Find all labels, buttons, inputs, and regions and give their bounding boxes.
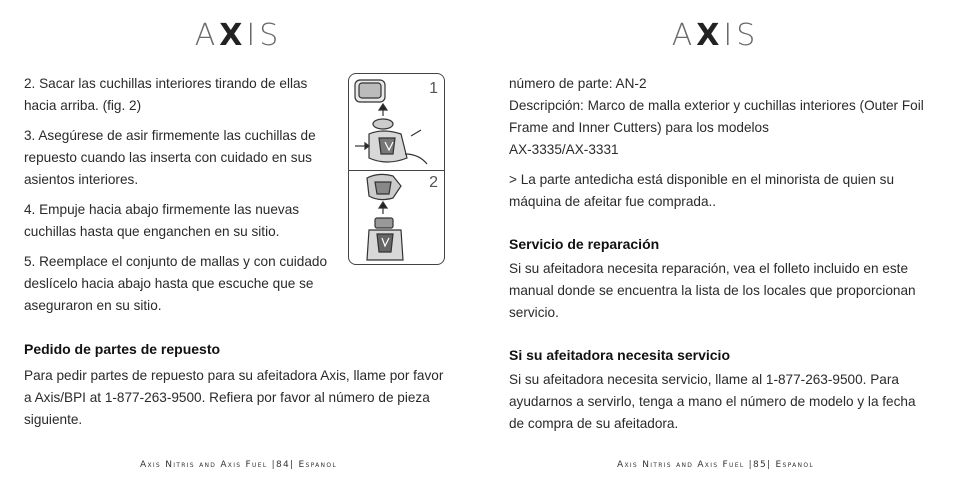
- repair-text: Si su afeitadora necesita reparación, vea el folleto incluido en este manual donde se encuentra la lista de los locales que proporcionan servicio.: [509, 261, 916, 320]
- step-5: 5. Reemplace el conjunto de mallas y con cuidado deslícelo hacia abajo hasta que escuche que se aseguraron en su sitio.: [24, 254, 328, 313]
- axis-logo: AXIS: [671, 18, 760, 53]
- shaver-illustration-icon: [349, 74, 444, 264]
- page-footer: Axis Nitris and Axis Fuel |84| Espanol: [140, 460, 337, 470]
- replacement-parts-section: [24, 339, 444, 439]
- step-4: 4. Empuje hacia abajo firmemente las nuevas cuchillas hasta que enganchen en su sitio.: [24, 202, 300, 239]
- repair-section: [509, 234, 929, 332]
- steps-list: [24, 73, 342, 325]
- section-text: Para pedir partes de repuesto para su afeitadora Axis, llame por favor a Axis/BPI at 1-877-263-9500. Refiera por favor al número de pieza siguiente.: [24, 368, 444, 427]
- figure-label-2: 2: [429, 174, 438, 191]
- availability-note: > La parte antedicha está disponible en el minorista de quien su máquina de afeitar fue comprada..: [509, 172, 895, 209]
- figure-label-1: 1: [429, 80, 438, 97]
- step-2: 2. Sacar las cuchillas interiores tirando de ellas hacia arriba. (fig. 2): [24, 76, 308, 113]
- part-info: [509, 73, 929, 221]
- service-section: [509, 345, 929, 443]
- shaver-figure: [348, 73, 445, 265]
- part-models: AX-3335/AX-3331: [509, 142, 619, 157]
- section-title: Pedido de partes de repuesto: [24, 341, 221, 357]
- right-page: [477, 0, 954, 477]
- repair-title: Servicio de reparación: [509, 236, 660, 252]
- axis-logo: AXIS: [194, 18, 283, 53]
- part-description: Descripción: Marco de malla exterior y cuchillas interiores (Outer Foil Frame and Inner Cutters) para los modelos: [509, 98, 924, 135]
- service-text: Si su afeitadora necesita servicio, llame al 1-877-263-9500. Para ayudarnos a servirlo, tenga a mano el número de modelo y la fecha de compra de su afeitadora.: [509, 372, 916, 431]
- step-3: 3. Asegúrese de asir firmemente las cuchillas de repuesto cuando las inserta con cuidado en sus asientos interiores.: [24, 128, 316, 187]
- page-footer: Axis Nitris and Axis Fuel |85| Espanol: [617, 460, 814, 470]
- service-title: Si su afeitadora necesita servicio: [509, 347, 730, 363]
- part-number: número de parte: AN-2: [509, 76, 647, 91]
